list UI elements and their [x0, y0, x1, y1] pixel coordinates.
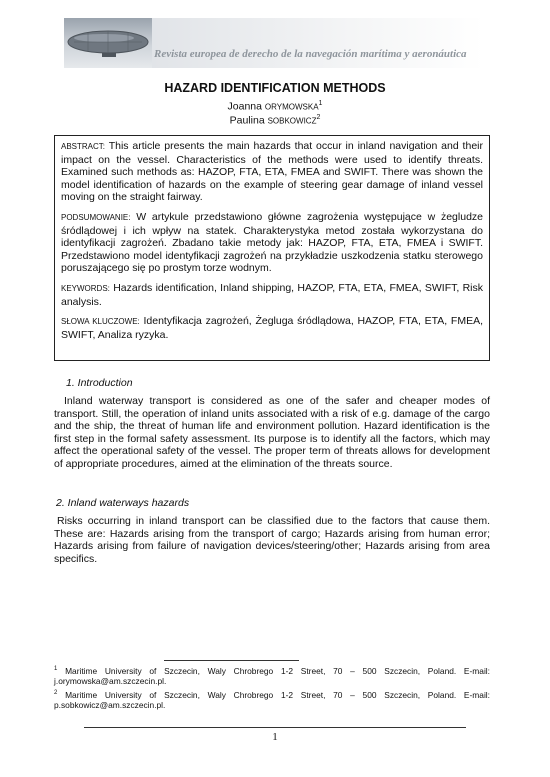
footnote-1 — [54, 664, 490, 687]
author-footnote-mark: 1 — [318, 100, 323, 107]
page-number: 1 — [272, 731, 278, 743]
abstract-text: This article presents the main hazards that occur in inland navigation and their impact on the vessel. Characteristics of the methods were used to identify threats. Examined such methods as: HAZOP, FTA, ETA, FMEA and SWIFT. There was shown the model identification of hazards on the example of steering gear damage of inland vessel moving on the straight fairway. — [61, 140, 483, 204]
abstract-pl-label: PODSUMOWANIE: — [61, 212, 131, 222]
keywords-text: Hazards identification, Inland shipping, HAZOP, FTA, ETA, FMEA, SWIFT, Risk analysis. — [61, 281, 483, 308]
section-heading-hazards: 2. Inland waterways hazards — [56, 497, 190, 509]
author-footnote-mark: 2 — [316, 114, 321, 121]
author-last-name: SOBKOWICZ — [267, 116, 317, 126]
airship-image — [64, 18, 152, 68]
footnote-text: Maritime University of Szczecin, Waly Chrobrego 1-2 Street, 70 – 500 Szczecin, Poland. E-mail: j.orymowska@am.szczecin.pl. — [54, 665, 490, 687]
footnote-mark: 1 — [54, 666, 58, 672]
author-first-name: Joanna — [227, 100, 262, 113]
abstract-label: ABSTRACT: — [61, 142, 106, 151]
page-footer-rule — [84, 727, 466, 728]
footnote-separator — [164, 660, 299, 661]
keywords-pl-text: Identyfikacja zagrożeń, Żegluga śródlądowa, HAZOP, FTA, ETA, FMEA, SWIFT, Analiza ryzyka. — [61, 315, 484, 341]
section-heading-introduction: 1. Introduction — [66, 377, 133, 389]
abstract-box — [54, 135, 490, 361]
section-introduction-text: Inland waterway transport is considered as one of the safer and cheaper modes of transport. Still, the operation of inland units associated with a risk of e.g. damage of the cargo and the ship, the threat of human life and environment pollution. Hazard identification is the first step in the formal safety assessment. Its purpose is to identify all the factors, which may affect the operational safety of the vessel. The proper term of threats allows for development of appropriate procedures, aimed at the elimination of the threats source. — [54, 395, 490, 470]
author-1 — [0, 100, 550, 113]
author-2 — [0, 114, 550, 127]
keywords-pl — [61, 315, 483, 341]
abstract-en — [61, 140, 483, 204]
abstract-pl-text: W artykule przedstawiono główne zagrożenia występujące w żegludze śródlądowej i ich wpływ na statek. Charakterystyka metod została wykorzystana do identyfikacji zagrożeń. Zbadano takie metody jak: HAZOP, FTA, ETA, FMEA i SWIFT. Przedstawiono model identyfikacji zagrożeń na przykładzie uszkodzenia statku sterowego poruszającego się po prostym torze wodnym. — [61, 210, 483, 275]
footnote-2 — [54, 688, 490, 711]
author-first-name: Paulina — [229, 114, 265, 127]
keywords-en — [61, 282, 483, 308]
footnote-mark: 2 — [54, 690, 58, 696]
author-last-name: ORYMOWSKA — [264, 102, 319, 112]
paper-title: HAZARD IDENTIFICATION METHODS — [164, 81, 386, 95]
banner-background — [152, 18, 484, 68]
keywords-pl-label: SŁOWA KLUCZOWE: — [61, 317, 140, 327]
journal-title: Revista europea de derecho de la navegación marítima y aeronáutica — [154, 48, 467, 60]
journal-banner — [64, 18, 484, 68]
abstract-pl — [61, 211, 483, 275]
section-hazards-text: Risks occurring in inland transport can be classified due to the factors that cause them. These are: Hazards arising from the transport of cargo; Hazards arising from human error; Hazards arising from failure of navigation devices/steering/other; Hazards arising from area specifics. — [54, 515, 490, 565]
footnote-text: Maritime University of Szczecin, Waly Chrobrego 1-2 Street, 70 – 500 Szczecin, Poland. E-mail: p.sobkowicz@am.szczecin.pl. — [54, 689, 490, 711]
keywords-label: KEYWORDS: — [61, 283, 110, 293]
